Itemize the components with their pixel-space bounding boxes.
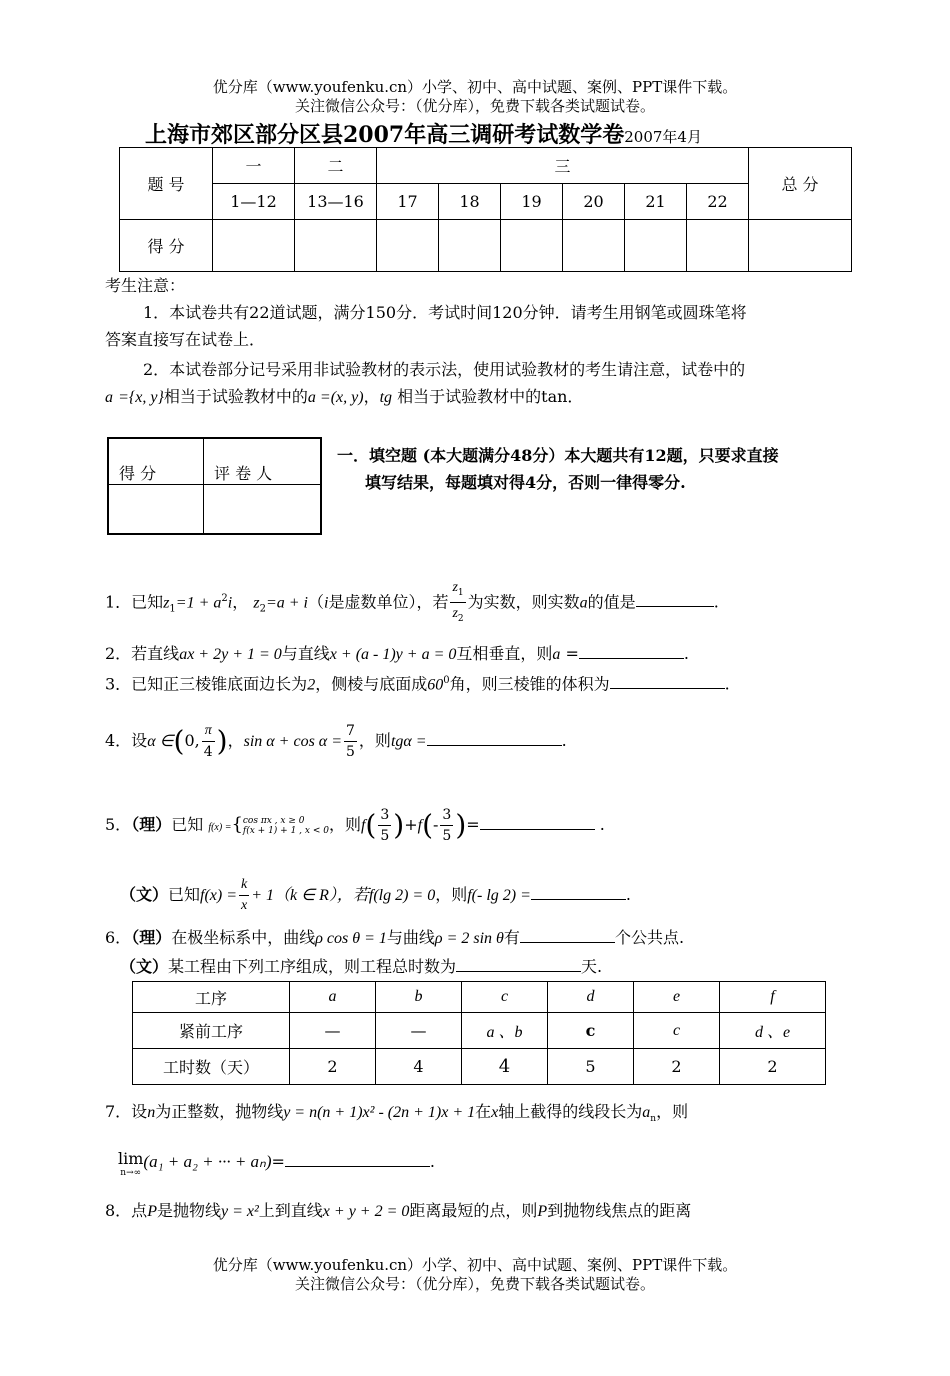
answer-blank-2[interactable]: [579, 642, 684, 659]
process-header: a: [290, 982, 376, 1013]
process-cell: c: [634, 1013, 720, 1049]
question-3: 3．已知正三棱锥底面边长为2，侧棱与底面成$60^0$角，则三棱锥的体积为 .: [105, 674, 730, 694]
grader-name-cell[interactable]: [204, 484, 322, 534]
answer-blank-3[interactable]: [610, 672, 725, 689]
footer-line-2: 关注微信公众号：（优分库），免费下载各类试题试卷。: [294, 1275, 655, 1293]
score-cell[interactable]: [563, 220, 625, 272]
score-cell[interactable]: [501, 220, 563, 272]
notice-heading: 考生注意：: [105, 276, 186, 295]
process-cell: 工时数（天）: [133, 1049, 290, 1085]
header-line-1: 优分库（www.youfenku.cn）小学、初中、高中试题、案例、PPT课件下载。: [212, 78, 738, 96]
process-header: d: [548, 982, 634, 1013]
score-cell[interactable]: [625, 220, 687, 272]
process-header: f: [720, 982, 826, 1013]
process-header: b: [376, 982, 462, 1013]
answer-blank-6-wen[interactable]: [456, 955, 581, 972]
grader-score-cell[interactable]: [108, 484, 204, 534]
process-cell: d 、e: [720, 1013, 826, 1049]
answer-blank-7[interactable]: [285, 1150, 430, 1167]
notice-item-1: 1．本试卷共有22道试题，满分150分．考试时间120分钟．请考生用钢笔或圆珠笔将: [143, 303, 747, 322]
question-8: 8．点P是抛物线y = x²上到直线x + y + 2 = 0距离最短的点，则P到抛物线焦点的距离: [105, 1201, 692, 1220]
process-cell: 2: [720, 1049, 826, 1085]
score-table: [119, 147, 852, 272]
grader-box: [107, 437, 322, 535]
process-header: c: [462, 982, 548, 1013]
score-table-col: 22: [687, 184, 749, 220]
score-cell-total[interactable]: [749, 220, 852, 272]
notice-item-2: 2．本试卷部分记号采用非试验教材的表示法，使用试验教材的考生请注意，试卷中的: [143, 360, 746, 379]
score-table-col: 19: [501, 184, 563, 220]
score-table-col: 20: [563, 184, 625, 220]
section-1-heading: 一．填空题 (本大题满分48分）本大题共有12题，只要求直接: [337, 446, 779, 465]
score-table-col: 1—12: [213, 184, 295, 220]
process-cell: a 、b: [462, 1013, 548, 1049]
title-main: 上海市郊区部分区县2007年高三调研考试数学卷: [145, 122, 625, 148]
score-table-col: 13—16: [295, 184, 377, 220]
section-1-heading-cont: 填写结果，每题填对得4分，否则一律得零分.: [365, 473, 686, 492]
footer-line-1: 优分库（www.youfenku.cn）小学、初中、高中试题、案例、PPT课件下载。: [212, 1256, 738, 1274]
process-cell: c: [548, 1013, 634, 1049]
score-table-row-label: 题 号: [120, 148, 213, 220]
question-1: 1．已知$z_1=1 + a^2i$， $z_2=a + i(i$是虚数单位），若 $\frac{z_1}{z_2}$ 为实数，则实数a的值是 .: [105, 574, 719, 624]
question-5-wen: （文）已知f(x) = $\frac{k}{x}$ + 1（k ∈ R），若f(lg 2) = 0，则f(- lg 2) = .: [120, 877, 631, 913]
process-cell: —: [376, 1013, 462, 1049]
score-cell[interactable]: [295, 220, 377, 272]
process-cell: —: [290, 1013, 376, 1049]
process-cell: 2: [634, 1049, 720, 1085]
question-7-limit: lim n→∞ (a₁ + a₂ + ··· + aₙ)= .: [118, 1149, 435, 1178]
process-cell: 4: [376, 1049, 462, 1085]
score-table-col: 18: [439, 184, 501, 220]
score-table-group-2: 二: [295, 148, 377, 184]
process-cell: 紧前工序: [133, 1013, 290, 1049]
answer-blank-5-li[interactable]: [480, 813, 595, 830]
score-cell[interactable]: [377, 220, 439, 272]
header-line-2: 关注微信公众号：（优分库），免费下载各类试题试卷。: [294, 97, 655, 115]
score-cell[interactable]: [439, 220, 501, 272]
question-6-wen: （文）某工程由下列工序组成，则工程总时数为 天.: [120, 957, 603, 976]
score-table-col: 21: [625, 184, 687, 220]
answer-blank-5-wen[interactable]: [531, 883, 626, 900]
score-table-total-label: 总 分: [749, 148, 852, 220]
score-table-group-1: 一: [213, 148, 295, 184]
answer-blank-6-li[interactable]: [520, 926, 615, 943]
process-cell: 4: [462, 1049, 548, 1085]
grader-name-label: 评 卷 人: [204, 438, 322, 484]
score-table-score-label: 得 分: [120, 220, 213, 272]
score-table-col: 17: [377, 184, 439, 220]
process-header: 工序: [133, 982, 290, 1013]
score-cell[interactable]: [213, 220, 295, 272]
process-cell: 2: [290, 1049, 376, 1085]
question-7: 7．设n为正整数，抛物线y = n(n + 1)x² - (2n + 1)x + 1在x轴上截得的线段长为$a_n$，则: [105, 1102, 689, 1125]
question-2: 2．若直线ax + 2y + 1 = 0与直线x + (a - 1)y + a = 0互相垂直，则a = .: [105, 644, 689, 663]
notice-item-2-cont: a ={x, y}相当于试验教材中的a =(x, y)，tg 相当于试验教材中的tan．: [105, 387, 584, 406]
title-date: 2007年4月: [624, 128, 702, 146]
grader-score-label: 得 分: [108, 438, 204, 484]
score-table-group-3: 三: [377, 148, 749, 184]
question-6-li: 6．（理）在极坐标系中，曲线ρ cos θ = 1与曲线ρ = 2 sin θ有 个公共点.: [105, 928, 685, 947]
answer-blank-1[interactable]: [636, 590, 714, 607]
answer-blank-4[interactable]: [427, 729, 562, 746]
score-cell[interactable]: [687, 220, 749, 272]
notice-item-1-cont: 答案直接写在试卷上．: [105, 330, 266, 349]
process-cell: 5: [548, 1049, 634, 1085]
process-header: e: [634, 982, 720, 1013]
question-4: 4．设α ∈(0, $\frac{\pi}{4}$ )，sin α + cos α = $\frac{7}{5}$ ，则tgα = .: [105, 723, 567, 760]
process-table: [132, 981, 826, 1085]
page-title: [145, 118, 702, 149]
question-5-li: 5．（理）已知 f(x) ={ cos πx , x ≥ 0 f(x + 1) + 1 , x < 0 ，则f( $\frac{3}{5}$ )+f(- $\frac{3}{5}$ )= .: [105, 807, 605, 844]
